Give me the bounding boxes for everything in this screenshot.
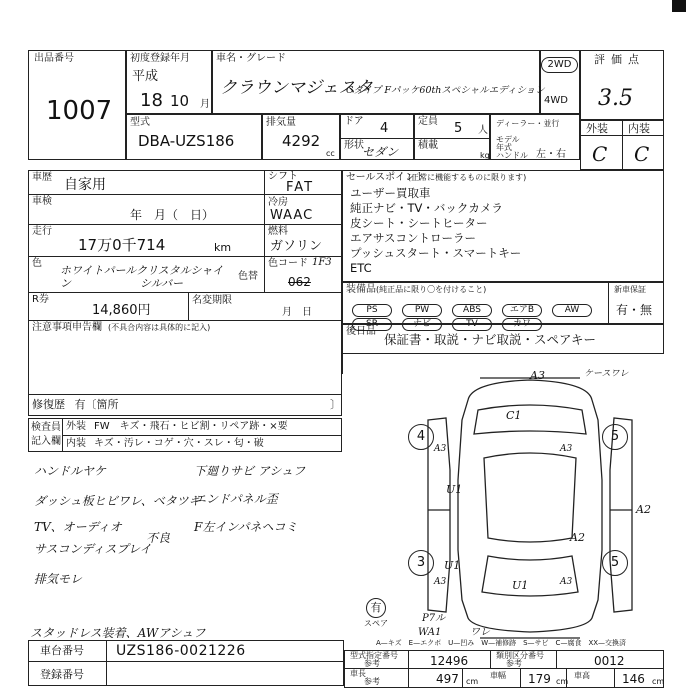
length-label: 車長 — [350, 669, 366, 678]
km-unit: km — [214, 241, 232, 254]
lot-label: 出品番号 — [34, 53, 74, 64]
note-left-0: ハンドルヤケ — [34, 464, 107, 478]
bottom-mark-1: WA1 — [418, 627, 442, 638]
recycle-value: 14,860円 — [92, 303, 151, 318]
bottom-mark-2: ワレ — [470, 627, 490, 638]
repair-value: 有〔箇所 — [74, 398, 119, 411]
handle-value: 左・右 — [536, 149, 566, 160]
color-label: 色 — [32, 258, 42, 269]
drive-4wd: 4WD — [544, 95, 568, 106]
shift-label: シフト — [268, 171, 298, 182]
repair-label: 修復歴 — [32, 398, 65, 411]
insp-ext-items: FW キズ・飛石・ヒビ割・リペア跡・×要 — [94, 421, 288, 432]
interior-label: 内装 — [628, 122, 650, 135]
reg-year: 18 — [140, 90, 163, 111]
docs-label: 後日品 — [346, 326, 376, 337]
eval-score: 3.5 — [598, 86, 633, 111]
model-label: 型式 — [130, 117, 150, 128]
mark-10: A3 — [434, 577, 447, 587]
eval-label: 評価点 — [594, 53, 645, 66]
chassis-label: 車台番号 — [40, 644, 84, 657]
shape-label: 形状 — [344, 140, 364, 151]
first-reg-label: 初度登録年月 — [130, 53, 190, 64]
bottom-mark-0: P7ル — [422, 613, 446, 624]
inspection-value: 年 月（ 日） — [130, 208, 215, 222]
equipment-item: PS — [352, 304, 392, 317]
equipment-item: ナビ — [402, 318, 442, 331]
note-left-1: ダッシュ板ヒビワレ、ベタツキ — [34, 494, 201, 508]
width-label: 車幅 — [490, 671, 506, 680]
mileage-label: 走行 — [32, 226, 52, 237]
sales-item: ユーザー買取車 — [350, 186, 431, 200]
exterior-grade: C — [592, 142, 608, 166]
cc-unit: cc — [326, 149, 335, 158]
equip-label: 装備品 — [346, 284, 376, 295]
note-left-4: 排気モレ — [34, 572, 83, 586]
color-code-label: 色コード — [268, 258, 308, 269]
cm-1: cm — [466, 677, 479, 686]
mark-7: U1 — [444, 559, 461, 572]
wheel-front-right: 5 — [602, 424, 628, 450]
doors-label: ドア — [344, 116, 364, 127]
shape: セダン — [362, 145, 399, 159]
lot-number: 1007 — [46, 96, 113, 126]
equipment-item: PW — [402, 304, 442, 317]
cm-3: cm — [652, 677, 665, 686]
length: 497 — [436, 672, 459, 686]
reg-label: 登録番号 — [40, 668, 84, 681]
color-note: シルバー — [140, 277, 183, 290]
insp-int-items: キズ・汚レ・コゲ・穴・スレ・匂・破 — [94, 438, 264, 449]
car-diagram — [380, 360, 680, 650]
color-code-new: 1F3 — [312, 257, 332, 268]
notes-label: 注意事項申告欄 — [32, 322, 102, 333]
insp-ext-label: 外装 — [66, 421, 86, 432]
inspection-label: 車検 — [32, 196, 52, 207]
shift: FAT — [286, 180, 315, 195]
usage-label: 車歴 — [32, 172, 52, 183]
drive-2wd: 2WD — [541, 57, 578, 73]
equipment-item: ABS — [452, 304, 492, 317]
height: 146 — [622, 672, 645, 686]
height-label: 車高 — [574, 671, 590, 680]
equipment-item: カワ — [502, 318, 542, 331]
ac-label: 冷房 — [268, 197, 288, 208]
ac: WAAC — [270, 208, 314, 223]
interior-grade: C — [634, 142, 650, 166]
mark-2: C1 — [506, 409, 522, 422]
capacity: 5 — [454, 121, 463, 136]
era: 平成 — [132, 69, 159, 84]
mark-6: U1 — [512, 579, 529, 592]
note-left-2: TV、オーディオ — [34, 520, 122, 534]
color-change-label: 色替 — [238, 271, 258, 282]
sales-item: 純正ナビ・TV・バックカメラ — [350, 201, 503, 215]
fuel: ガソリン — [270, 239, 323, 254]
fuel-label: 燃料 — [268, 226, 288, 237]
diagram-legend: A—キズ E—エクボ U—凹み W—補修跡 S—サビ C—腐食 XX—交換済 — [376, 639, 627, 647]
mark-0: A3 — [530, 369, 545, 382]
inspector-label-1: 検査員 — [31, 422, 61, 433]
persons-unit: 人 — [478, 125, 488, 136]
model: DBA-UZS186 — [138, 132, 235, 150]
sales-item: 皮シート・シートヒーター — [350, 216, 488, 230]
repair-close-bracket: 〕 — [330, 398, 341, 411]
equipment-item: TV — [452, 318, 492, 331]
model-year-label: モデル年式 — [496, 135, 520, 152]
exterior-label: 外装 — [586, 122, 608, 135]
load-label: 積載 — [418, 140, 438, 151]
recycle-label: R券 — [32, 294, 49, 305]
spare-mark: 有 — [366, 598, 386, 618]
handle-label: ハンドル — [496, 151, 528, 160]
displacement-label: 排気量 — [266, 117, 296, 128]
title-label: 名変期限 — [192, 295, 232, 306]
spare-label: スペア — [364, 619, 388, 628]
details-box — [28, 170, 342, 416]
sales-sub: (正常に機能するものに限ります) — [408, 173, 527, 182]
equipment-item: AW — [552, 304, 592, 317]
manual-value: 有・無 — [616, 303, 653, 317]
color-code: 062 — [288, 275, 311, 289]
class-label: 類別区分番号 — [496, 651, 544, 660]
wheel-rear-right: 5 — [602, 550, 628, 576]
manual-label: 新車保証 — [614, 285, 646, 294]
note-right-0: 下廻りサビ アシュフ — [194, 464, 306, 478]
color: ホワイトパールクリスタルシャイン — [60, 264, 224, 290]
note-right-2: F左インパネヘコミ — [194, 520, 298, 534]
mark-8: A3 — [434, 444, 447, 454]
car-name-label: 車名・グレード — [216, 53, 286, 64]
note-left-5: スタッドレス装着、AWアシュフ — [30, 626, 206, 640]
ref-3: 参考 — [364, 677, 380, 686]
mark-1: ケースワレ — [584, 369, 629, 379]
equipment-item: SR — [352, 318, 392, 331]
chassis: UZS186-0021226 — [116, 643, 246, 659]
title-value: 月 日 — [282, 307, 312, 318]
month-suffix: 月 — [200, 99, 210, 110]
type-approval-label: 型式指定番号 — [350, 651, 398, 660]
mileage: 17万0千714 — [78, 236, 166, 254]
doors: 4 — [380, 121, 389, 136]
note-left-suffix: 不良 — [146, 531, 171, 545]
inspector-label-2: 記入欄 — [31, 436, 61, 447]
car-name: クラウンマジェスタ — [220, 78, 373, 98]
type-approval: 12496 — [430, 654, 469, 668]
reg-month: 10 — [170, 92, 190, 110]
wheel-front-left: 4 — [408, 424, 434, 450]
mark-3: A2 — [636, 503, 651, 516]
sales-item: ETC — [350, 261, 372, 275]
docs-value: 保証書・取説・ナビ取説・スペアキー — [384, 332, 597, 347]
kg-unit: kg — [480, 151, 490, 160]
repair-label-value — [32, 399, 119, 410]
class-value: 0012 — [594, 654, 625, 668]
note-right-1: エンドパネル歪 — [194, 492, 278, 506]
usage: 自家用 — [64, 177, 106, 193]
displacement: 4292 — [282, 132, 321, 150]
insp-int-label: 内装 — [66, 438, 86, 449]
corner-mark — [672, 0, 686, 12]
wheel-rear-left: 3 — [408, 550, 434, 576]
equipment-item: エアB — [502, 304, 542, 317]
mark-9: A3 — [560, 444, 573, 454]
width: 179 — [528, 672, 551, 686]
equip-sub: (純正品に限り〇を付けること) — [376, 285, 487, 294]
sales-item: エアサスコントローラー — [350, 231, 477, 245]
note-left-3: サスコンディスプレイ — [34, 542, 152, 556]
grade: Cタイプ Fパッケ60thスペシャルエディション — [346, 85, 545, 96]
notes-sub: (不具合内容は具体的に記入) — [108, 323, 211, 332]
mark-4: A2 — [570, 531, 585, 544]
ref-1: 参考 — [364, 659, 380, 668]
mark-5: U1 — [446, 483, 463, 496]
dealer-label: ディーラー・並行 — [496, 119, 560, 128]
cm-2: cm — [556, 677, 569, 686]
sales-item: プッシュスタート・スマートキー — [350, 246, 522, 260]
sales-list — [350, 186, 521, 276]
sales-label: セールスポイント — [346, 172, 426, 183]
capacity-label: 定員 — [418, 116, 438, 127]
ref-2: 参考 — [506, 659, 522, 668]
mark-11: A3 — [560, 577, 573, 587]
